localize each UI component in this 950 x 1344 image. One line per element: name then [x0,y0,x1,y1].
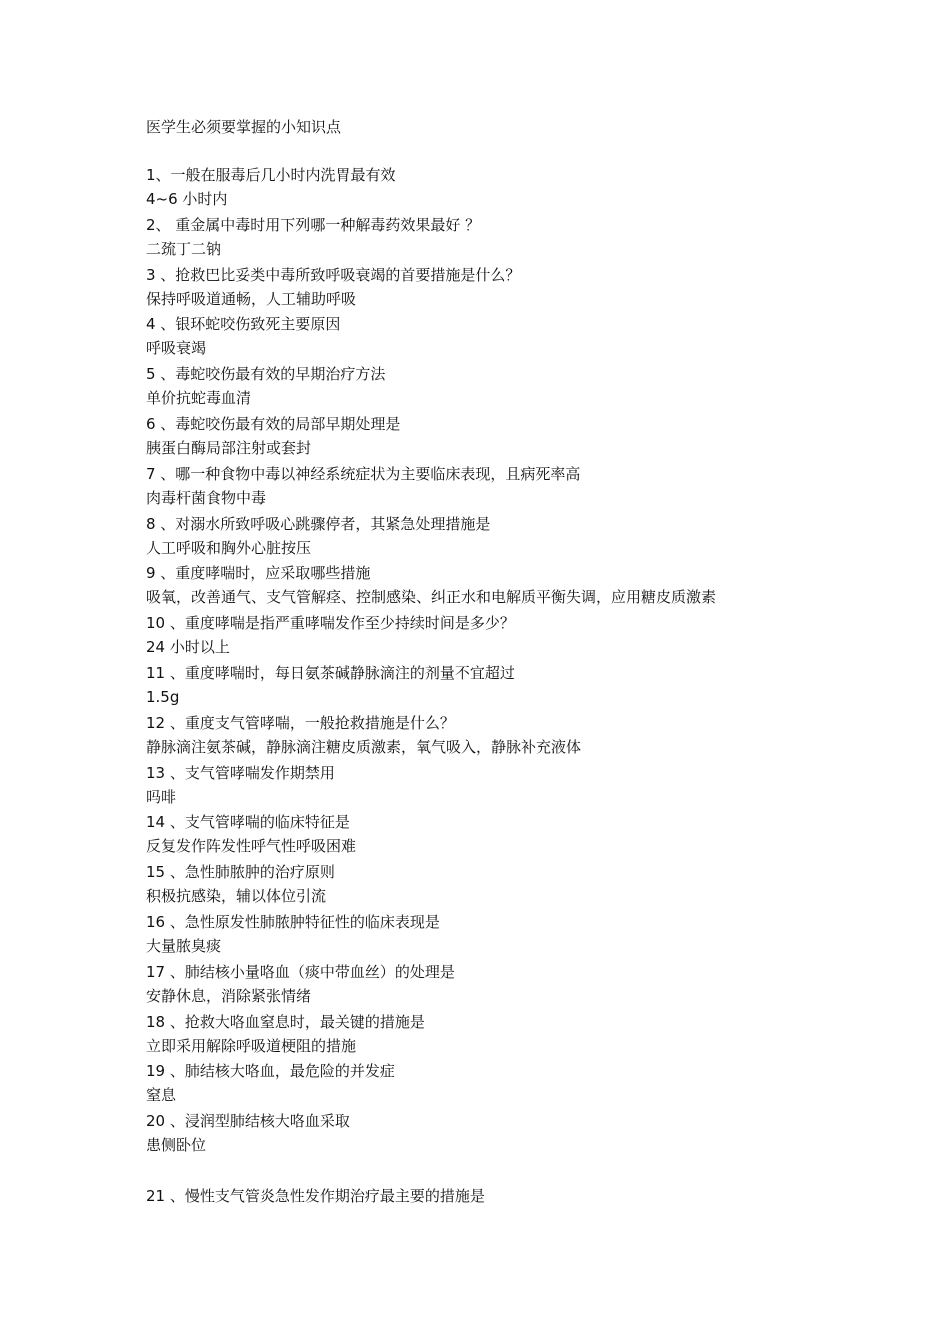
question-text: 8 、对溺水所致呼吸心跳骤停者，其紧急处理措施是 [146,514,491,533]
qa-item [146,164,926,214]
answer-text: 呼吸衰竭 [146,339,207,358]
answer-text: 反复发作阵发性呼气性呼吸困难 [146,837,357,856]
answer-text: 4~6 小时内 [146,190,228,208]
qa-item [146,662,926,712]
question-text: 14 、支气管哮喘的临床特征是 [146,813,350,832]
qa-item [146,961,926,1011]
answer-text: 单价抗蛇毒血清 [146,389,252,408]
answer-text: 窒息 [146,1086,177,1105]
answer-text: 大量脓臭痰 [146,936,222,955]
question-text: 2、 重金属中毒时用下列哪一种解毒药效果最好 ？ [146,215,481,234]
question-text: 1、一般在服毒后几小时内洗胃最有效 [146,166,396,184]
answer-text: 吗啡 [146,787,177,806]
question-text: 4 、银环蛇咬伤致死主要原因 [146,315,341,334]
answer-text: 24 小时以上 [146,638,230,657]
qa-item [146,712,926,762]
answer-text: 保持呼吸道通畅，人工辅助呼吸 [146,289,357,308]
answer-text: 静脉滴注氨茶碱，静脉滴注糖皮质激素，氧气吸入，静脉补充液体 [146,737,582,756]
answer-text: 人工呼吸和胸外心脏按压 [146,538,312,557]
qa-item [146,463,926,513]
answer-text: 胰蛋白酶局部注射或套封 [146,438,312,457]
question-text: 10 、重度哮喘是指严重哮喘发作至少持续时间是多少？ [146,614,515,633]
qa-item [146,861,926,911]
question-text: 3 、抢救巴比妥类中毒所致呼吸衰竭的首要措施是什么？ [146,265,521,284]
question-text: 19 、肺结核大咯血，最危险的并发症 [146,1062,395,1081]
qa-item [146,214,926,264]
question-text: 5 、毒蛇咬伤最有效的早期治疗方法 [146,365,386,384]
answer-text: 立即采用解除呼吸道梗阻的措施 [146,1036,357,1055]
qa-item [146,612,926,662]
qa-item [146,911,926,961]
answer-text: 积极抗感染，辅以体位引流 [146,887,327,906]
qa-item [146,811,926,861]
answer-text: 吸氧，改善通气、支气管解痉、控制感染、纠正水和电解质平衡失调，应用糖皮质激素 [146,588,717,607]
answer-text: 1.5g [146,687,180,706]
qa-item [146,313,926,363]
qa-item [146,363,926,413]
answer-text: 二巯丁二钠 [146,239,222,258]
qa-item [146,562,926,612]
qa-item [146,1110,926,1160]
qa-item [146,762,926,812]
question-text: 12 、重度支气管哮喘，一般抢救措施是什么？ [146,713,455,732]
question-text: 21 、慢性支气管炎急性发作期治疗最主要的措施是 [146,1187,485,1205]
answer-text: 安静休息，消除紧张情绪 [146,986,312,1005]
question-text: 6 、毒蛇咬伤最有效的局部早期处理是 [146,414,401,433]
question-text: 20 、浸润型肺结核大咯血采取 [146,1112,350,1131]
qa-item [146,413,926,463]
question-text: 17 、肺结核小量咯血（痰中带血丝）的处理是 [146,962,455,981]
qa-item [146,264,926,314]
question-text: 13 、支气管哮喘发作期禁用 [146,763,335,782]
document-title: 医学生必须要掌握的小知识点 [146,118,342,136]
question-text: 16 、急性原发性肺脓肿特征性的临床表现是 [146,912,440,931]
qa-list [146,164,926,1160]
question-text: 15 、急性肺脓肿的治疗原则 [146,863,335,882]
qa-item [146,1060,926,1110]
question-text: 18 、抢救大咯血窒息时，最关键的措施是 [146,1012,425,1031]
answer-text: 肉毒杆菌食物中毒 [146,488,267,507]
question-text: 7 、哪一种食物中毒以神经系统症状为主要临床表现，且病死率高 [146,464,581,483]
qa-item [146,513,926,563]
qa-item [146,1011,926,1061]
question-text: 11 、重度哮喘时，每日氨茶碱静脉滴注的剂量不宜超过 [146,663,515,682]
question-text: 9 、重度哮喘时，应采取哪些措施 [146,564,371,583]
answer-text: 患侧卧位 [146,1136,207,1155]
